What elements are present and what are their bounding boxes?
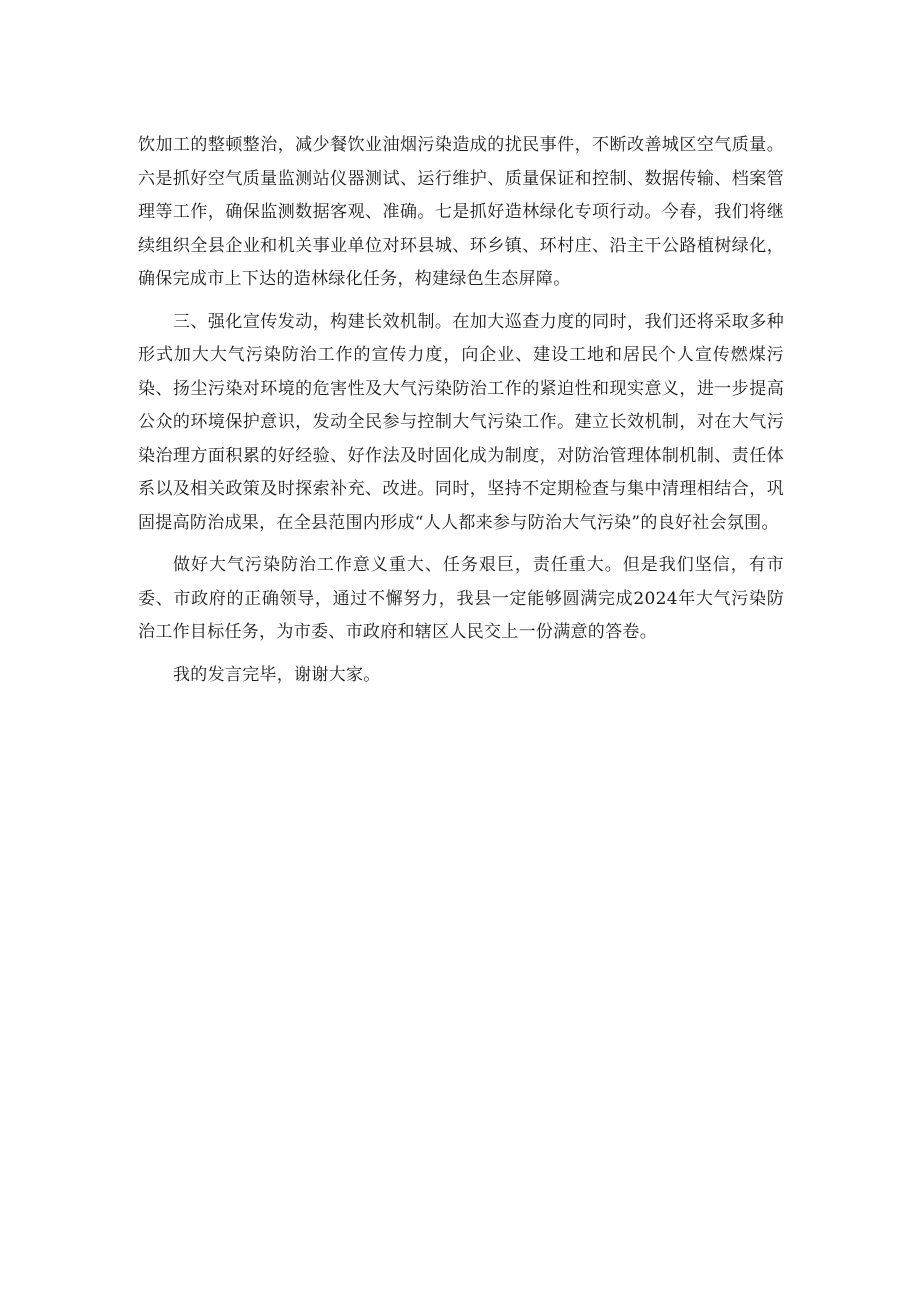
paragraph-conclusion: 做好大气污染防治工作意义重大、任务艰巨，责任重大。但是我们坚信，有市委、市政府的正确领导，通过不懈努力，我县一定能够圆满完成2024年大气污染防治工作目标任务，为市委、市政府和辖区人民交上一份满意的答卷。 — [138, 555, 784, 642]
paragraph-section-three: 三、强化宣传发动，构建长效机制。在加大巡查力度的同时，我们还将采取多种形式加大大气污染防治工作的宣传力度，向企业、建设工地和居民个人宣传燃煤污染、扬尘污染对环境的危害性及大气污染防治工作的紧迫性和现实意义，进一步提高公众的环境保护意识，发动全民参与控制大气污染工作。建立长效机制，对在大气污染治理方面积累的好经验、好作法及时固化成为制度，对防治管理体制机制、责任体系以及相关政策及时探索补充、改进。同时，坚持不定期检查与集中清理相结合，巩固提高防治成果，在全县范围内形成“人人都来参与防治大气污染”的良好社会氛围。 — [138, 311, 784, 533]
paragraph-closing: 我的发言完毕，谢谢大家。 — [173, 664, 381, 685]
paragraph-continued: 饮加工的整顿整治，减少餐饮业油烟污染造成的扰民事件，不断改善城区空气质量。六是抓好空气质量监测站仪器测试、运行维护、质量保证和控制、数据传输、档案管理等工作，确保监测数据客观、准确。七是抓好造林绿化专项行动。今春，我们将继续组织全县企业和机关事业单位对环县城、环乡镇、环村庄、沿主干公路植树绿化，确保完成市上下达的造林绿化任务，构建绿色生态屏障。 — [138, 135, 784, 289]
document-body — [138, 129, 784, 692]
